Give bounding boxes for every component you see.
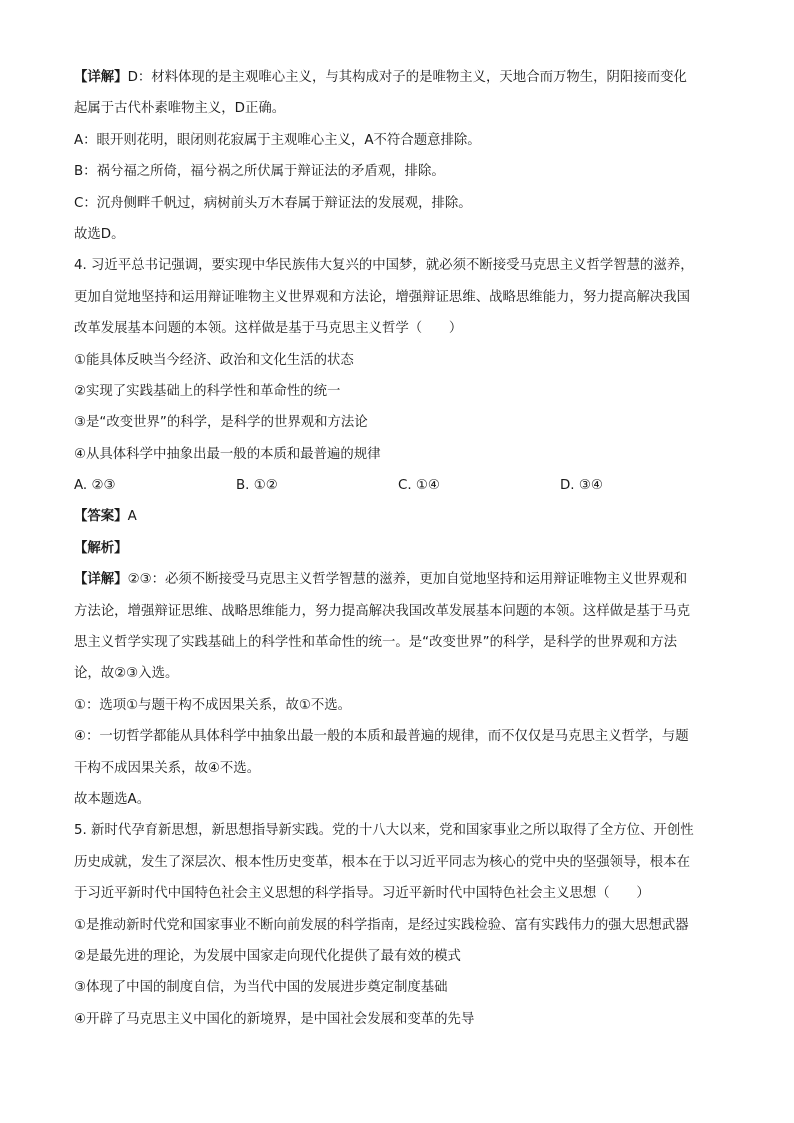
- answer-tag: 【答案】: [74, 509, 128, 525]
- q4-detail-line: 【详解】②③：必须不断接受马克思主义哲学智慧的滋养，更加自觉地坚持和运用辩证唯物主义世界观和: [74, 572, 688, 588]
- text-line: B：祸兮福之所倚，福兮祸之所伏属于辩证法的矛盾观，排除。: [74, 164, 445, 180]
- q5-item: ②是最先进的理论，为发展中国家走向现代化提供了最有效的模式: [74, 948, 461, 964]
- q4-analysis-line: [74, 533, 724, 564]
- answer-value: A: [127, 509, 137, 525]
- text-line: 方法论，增强辩证思维、战略思维能力，努力提高解决我国改革发展基本问题的本领。这样做是基于马克: [74, 603, 690, 619]
- q5-stem-line: 5. 新时代孕育新思想，新思想指导新实践。党的十八大以来，党和国家事业之所以取得了全方位、开创性: [74, 823, 694, 839]
- text-line: C：沉舟侧畔千帆过，病树前头万木春属于辩证法的发展观，排除。: [74, 195, 472, 211]
- text-line: 干构不成因果关系，故④不选。: [74, 760, 261, 776]
- q5-item: ④开辟了马克思主义中国化的新境界，是中国社会发展和变革的先导: [74, 1011, 475, 1027]
- text-line: 起属于古代朴素唯物主义，D正确。: [74, 101, 286, 117]
- q4-option-d: D. ③④: [560, 478, 603, 494]
- q4-stem-line: 改革发展基本问题的本领。这样做是基于马克思主义哲学（ ）: [74, 321, 463, 337]
- q4-item: ③是“改变世界”的科学，是科学的世界观和方法论: [74, 415, 368, 431]
- q5-stem-line: 历史成就，发生了深层次、根本性历史变革，根本在于以习近平同志为核心的党中央的坚强领导，根本在: [74, 854, 690, 870]
- document-page: [74, 62, 724, 1035]
- text-line: 故本题选A。: [74, 791, 151, 807]
- text-line: 论，故②③入选。: [74, 666, 179, 682]
- q5-item: ③体现了中国的制度自信，为当代中国的发展进步奠定制度基础: [74, 980, 448, 996]
- text-line: 故选D。: [74, 226, 125, 242]
- q4-stem-line: 更加自觉地坚持和运用辩证唯物主义世界观和方法论，增强辩证思维、战略思维能力，努力提高解决我国: [74, 289, 690, 305]
- q4-item: ②实现了实践基础上的科学性和革命性的统一: [74, 383, 341, 399]
- q4-option-b: B. ①②: [236, 478, 278, 494]
- q4-stem-line: 4. 习近平总书记强调，要实现中华民族伟大复兴的中国梦，就必须不断接受马克思主义哲学智慧的滋养，: [74, 258, 694, 274]
- detail-tag: 【详解】: [74, 70, 128, 85]
- prev-detail-line: 【详解】D：材料体现的是主观唯心主义，与其构成对子的是唯物主义，天地合而万物生，阴阳接而变化: [74, 70, 687, 85]
- q4-option-c: C. ①④: [398, 478, 440, 494]
- q4-options: [74, 470, 724, 501]
- text-line: ①：选项①与题干构不成因果关系，故①不选。: [74, 697, 352, 713]
- q5-stem-line: 于习近平新时代中国特色社会主义思想的科学指导。习近平新时代中国特色社会主义思想（ ）: [74, 886, 650, 902]
- text-line: A：眼开则花明，眼闭则花寂属于主观唯心主义，A不符合题意排除。: [74, 132, 481, 148]
- q5-item: ①是推动新时代党和国家事业不断向前发展的科学指南，是经过实践检验、富有实践伟力的强大思想武器: [74, 917, 689, 933]
- q4-option-a: A. ②③: [74, 478, 116, 494]
- q4-item: ④从具体科学中抽象出最一般的本质和最普遍的规律: [74, 446, 381, 462]
- text-line: ④：一切哲学都能从具体科学中抽象出最一般的本质和最普遍的规律，而不仅仅是马克思主义哲学，与题: [74, 729, 689, 745]
- detail-tag: 【详解】: [74, 572, 128, 588]
- q4-item: ①能具体反映当今经济、政治和文化生活的状态: [74, 352, 354, 368]
- analysis-tag: 【解析】: [74, 540, 128, 556]
- text-line: 思主义哲学实现了实践基础上的科学性和革命性的统一。是“改变世界”的科学，是科学的世界观和方法: [74, 635, 678, 651]
- q4-answer-line: [74, 501, 724, 532]
